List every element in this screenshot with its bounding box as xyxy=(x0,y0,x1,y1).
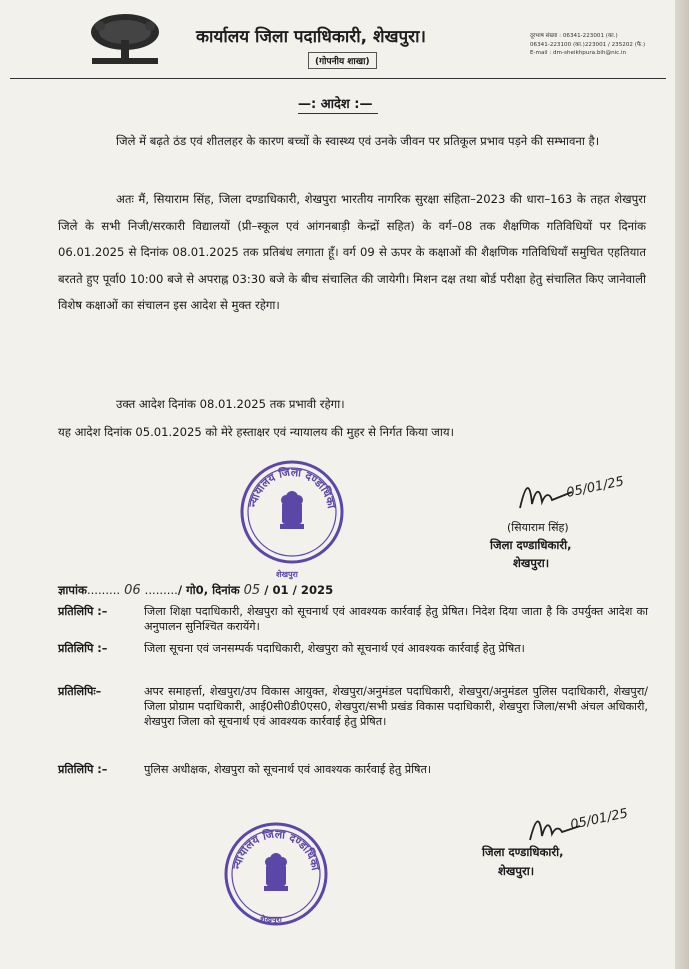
signatory-place-1: शेखपुरा। xyxy=(513,556,550,570)
memo-number: 06 xyxy=(124,583,141,598)
court-seal xyxy=(238,458,346,579)
page-edge xyxy=(675,0,689,969)
seal-place-2: शेखपुरा xyxy=(260,915,282,924)
signature-date-1: 05/01/25 xyxy=(565,474,626,501)
phone-line: दूरभाष संख्या : 06341-223001 (का.) xyxy=(530,33,618,39)
copy-entry-3 xyxy=(58,684,648,729)
office-title: कार्यालय जिला पदाधिकारी, शेखपुरा। xyxy=(196,27,426,47)
signatory-name: (सियाराम सिंह) xyxy=(507,521,569,534)
letterhead xyxy=(0,0,689,78)
fax-line: 06341-223100 (का.)223001 / 235202 (फै.) xyxy=(530,41,646,48)
memo-day: 05 xyxy=(243,583,261,598)
memo-line: ज्ञापांक......... 06 ........./ गो0, दिनांक 05 / 01 / 2025 xyxy=(58,583,334,598)
seal-emblem-icon xyxy=(222,820,330,928)
signatory-place-2: शेखपुरा। xyxy=(498,864,535,878)
order-title: —: आदेश :— xyxy=(298,97,373,112)
copy-label: प्रतिलिपिः– xyxy=(58,685,102,698)
copy-entry-1 xyxy=(58,604,648,634)
signature-date-2: 05/01/25 xyxy=(569,806,630,833)
header-divider xyxy=(10,78,666,79)
copy-label: प्रतिलिपि :– xyxy=(58,642,108,655)
copy-label: प्रतिलिपि :– xyxy=(58,605,108,618)
memo-mid: / गो0, दिनांक xyxy=(177,583,240,597)
branch-label: (गोपनीय शाखा) xyxy=(308,52,377,69)
copy-label: प्रतिलिपि :– xyxy=(58,763,108,776)
order-paragraph-2: अतः मैं, सियाराम सिंह, जिला दण्डाधिकारी, शेखपुरा भारतीय नागरिक सुरक्षा संहिता–2023 की धारा–163 के तहत शेखपुरा जिले के सभी निजी/सरकारी विद्यालयों (प्री–स्कूल एवं आंगनबाड़ी केन्द्रों सहित) के वर्ग–08 तक शैक्षणिक गतिविधियों पर दिनांक 06.01.2025 से दिनांक 08.01.2025 तक प्रतिबंध लगाता हूँ। वर्ग 09 से ऊपर के कक्षाओं की शैक्षणिक गतिविधियाँ समुचित एहतियात बरतते हुए पूर्वा0 10:00 बजे से अपराह्न 03:30 बजे के बीच संचालित की जायेगी। मिशन दक्ष तथा बोर्ड परीक्षा हेतु संचालित किए जानेवाली विशेष कक्षाओं का संचालन इस आदेश से मुक्त रहेगा। xyxy=(58,192,646,312)
order-paragraph-4: यह आदेश दिनांक 05.01.2025 को मेरे हस्ताक्षर एवं न्यायालय की मुहर से निर्गत किया जाय। xyxy=(58,425,454,439)
memo-date: / 01 / 2025 xyxy=(264,583,334,597)
title-underline xyxy=(298,113,378,114)
copy-entry-4 xyxy=(58,762,648,777)
copy-text: जिला सूचना एवं जनसम्पर्क पदाधिकारी, शेखपुरा को सूचनार्थ एवं आवश्यक कार्रवाई हेतु प्रेषित। xyxy=(144,642,525,655)
seal-place: शेखपुरा xyxy=(276,570,298,579)
memo-label: ज्ञापांक xyxy=(58,583,87,597)
copy-text: पुलिस अधीक्षक, शेखपुरा को सूचनार्थ एवं आवश्यक कार्रवाई हेतु प्रेषित। xyxy=(144,763,432,776)
court-seal-2 xyxy=(222,820,330,928)
seal-emblem-icon xyxy=(238,458,346,566)
email-line: E-mail : dm-sheikhpura.bih@nic.in xyxy=(530,50,627,56)
signatory-designation-1: जिला दण्डाधिकारी, xyxy=(490,538,572,552)
seal-text: न्यायालय जिला दण्डाधिका xyxy=(246,465,339,510)
seal-text-2: न्यायालय जिला दण्डाधिका xyxy=(230,827,323,872)
contact-block xyxy=(530,32,645,58)
copy-text: अपर समाहर्त्ता, शेखपुरा/उप विकास आयुक्त, शेखपुरा/अनुमंडल पदाधिकारी, शेखपुरा/अनुमंडल पुलिस पदाधिकारी, शेखपुरा/जिला प्रोग्राम पदाधिकारी, आई0सी0डी0एस0, शेखपुरा/सभी प्रखंड विकास पदाधिकारी, शेखपुरा जिला/सभी अंचल अधिकारी, शेखपुरा जिला को सूचनार्थ एवं आवश्यक कार्रवाई हेतु प्रेषित। xyxy=(144,685,648,728)
order-paragraph-1: जिले में बढ़ते ठंड एवं शीतलहर के कारण बच्चों के स्वास्थ्य एवं उनके जीवन पर प्रतिकूल प्रभाव पड़ने की सम्भावना है। xyxy=(116,134,600,148)
signatory-designation-2: जिला दण्डाधिकारी, xyxy=(482,845,564,859)
order-paragraph-3: उक्त आदेश दिनांक 08.01.2025 तक प्रभावी रहेगा। xyxy=(116,397,345,411)
copy-text: जिला शिक्षा पदाधिकारी, शेखपुरा को सूचनार्थ एवं आवश्यक कार्रवाई हेतु प्रेषित। निदेश दिया जाता है कि उपर्युक्त आदेश का अनुपालन सुनिश्चित करायेंगे। xyxy=(144,605,648,633)
tree-logo-icon xyxy=(86,10,164,70)
copy-entry-2 xyxy=(58,641,648,656)
